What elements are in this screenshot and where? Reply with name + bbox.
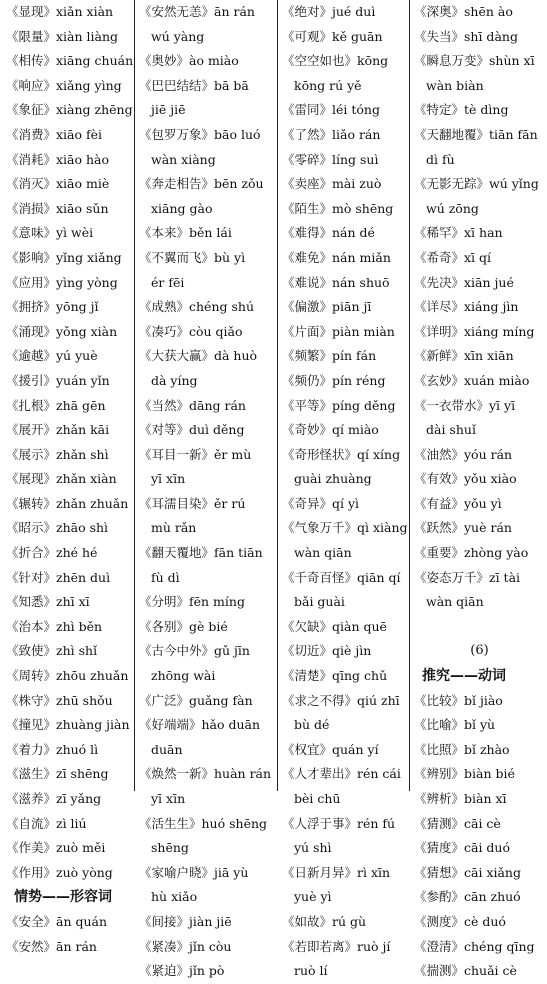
entry-continuation: hù xiǎo [151, 889, 198, 905]
entry-line: 《消损》xiāo sǔn [6, 200, 109, 216]
entry-line: 《辨析》biàn xī [414, 791, 507, 806]
entry-line: 《致使》zhì shǐ [6, 643, 98, 659]
entry-line: 《详明》xiáng míng [414, 323, 535, 339]
entry-line: 《凑巧》còu qiǎo [139, 323, 243, 339]
entry-line: 《先决》xiān jué [414, 274, 514, 290]
entry-line: 《应用》yìng yòng [6, 274, 118, 290]
entry-line: 《昭示》zhāo shì [6, 520, 109, 536]
entry-line: 《奔走相告》bēn zǒu [139, 176, 264, 192]
entry-line: 《撞见》zhuàng jiàn [6, 717, 130, 733]
section-number: (6) [470, 643, 489, 659]
entry-line: 《平等》píng děng [282, 397, 396, 413]
entry-continuation: jiē jiē [151, 102, 186, 118]
entry-line: 《大获大赢》dà huò [139, 348, 258, 364]
entry-line: 《治本》zhì běn [6, 618, 103, 634]
entry-line: 《翻天覆地》fān tiān [139, 545, 263, 561]
entry-line: 《安然》ān rán [6, 938, 97, 954]
entry-line: 《焕然一新》huàn rán [139, 766, 272, 782]
entry-line: 《频繁》pín fán [282, 348, 377, 364]
entry-line: 《对等》duì děng [139, 422, 245, 438]
entry-continuation: xiāng gào [151, 200, 213, 216]
entry-continuation: yuè yì [294, 889, 332, 905]
entry-line: 《包罗万象》bāo luó [139, 126, 261, 142]
entry-continuation: dài shuǐ [426, 422, 476, 438]
entry-line: 《展开》zhǎn kāi [6, 422, 110, 438]
entry-line: 《日新月异》rì xīn [282, 864, 391, 880]
entry-continuation: zhōng wài [151, 668, 216, 684]
entry-line: 《作用》zuò yòng [6, 864, 113, 880]
entry-line: 《参酌》cān zhuó [414, 889, 521, 905]
entry-line: 《偏激》piān jī [282, 299, 372, 315]
entry-line: 《影响》yǐng xiǎng [6, 249, 122, 265]
entry-line: 《展现》zhǎn xiàn [6, 471, 117, 487]
entry-line: 《猜度》cāi duó [414, 840, 511, 856]
entry-line: 《有效》yǒu xiào [414, 471, 517, 487]
entry-continuation: mù rǎn [151, 520, 197, 536]
entry-continuation: ér fēi [151, 274, 185, 290]
entry-continuation: wàn qiān [426, 594, 484, 610]
entry-line: 《零碎》líng suì [282, 151, 379, 167]
entry-line: 《各别》gè bié [139, 618, 228, 634]
entry-line: 《滋生》zī shēng [6, 766, 109, 782]
entry-continuation: dà yíng [151, 372, 198, 388]
entry-continuation: bèi chū [294, 791, 341, 806]
entry-line: 《人浮于事》rén fú [282, 815, 396, 831]
entry-continuation: guài zhuàng [294, 471, 372, 487]
entry-line: 《广泛》guǎng fàn [139, 692, 253, 708]
column-3 [277, 0, 409, 979]
entry-line: 《本来》běn lái [139, 225, 232, 241]
entry-line: 《逾越》yú yuè [6, 348, 98, 364]
entry-line: 《家喻户晓》jiā yù [139, 864, 249, 880]
spacer [414, 615, 545, 640]
entry-line: 《消耗》xiāo hào [6, 151, 110, 167]
entry-line: 《知悉》zhī xī [6, 594, 90, 610]
entry-line: 《希奇》xī qí [414, 249, 492, 265]
entry-line: 《奇异》qí yì [282, 495, 360, 511]
entry-line: 《奇形怪状》qí xíng [282, 446, 401, 462]
entry-line: 《无影无踪》wú yǐng [414, 176, 539, 192]
entry-line: 《油然》yóu rán [414, 446, 513, 462]
entry-line: 《跃然》yuè rán [414, 520, 512, 536]
entry-line: 《意味》yì wèi [6, 225, 94, 241]
entry-continuation: kōng rú yě [294, 77, 362, 93]
entry-line: 《自流》zì liú [6, 815, 87, 831]
entry-line: 《重要》zhòng yào [414, 545, 529, 561]
entry-line: 《若即若离》ruò jí [282, 938, 391, 954]
entry-line: 《人才辈出》rén cái [282, 766, 401, 782]
entry-line: 《着力》zhuó lì [6, 741, 99, 757]
entry-line: 《巴巴结结》bā bā [139, 77, 249, 93]
entry-line: 《滋养》zī yǎng [6, 791, 102, 806]
entry-continuation: dì fù [426, 151, 455, 167]
entry-continuation: bù dé [294, 717, 330, 733]
entry-line: 《相传》xiāng chuán [6, 53, 134, 69]
entry-line: 《千奇百怪》qiān qí [282, 569, 401, 585]
section-heading: 推究——动词 [422, 668, 506, 685]
entry-line: 《特定》tè dìng [414, 102, 509, 118]
entry-line: 《玄妙》xuán miào [414, 372, 530, 388]
entry-line: 《频仍》pín réng [282, 372, 386, 388]
entry-line: 《作美》zuò měi [6, 840, 106, 856]
section-heading: 情势——形容词 [14, 889, 112, 906]
entry-line: 《辗转》zhǎn zhuǎn [6, 495, 129, 511]
entry-line: 《可观》kě guān [282, 28, 383, 44]
entry-line: 《针对》zhēn duì [6, 569, 111, 585]
entry-line: 《耳濡目染》ěr rú [139, 495, 246, 511]
entry-line: 《比喻》bǐ yù [414, 717, 496, 733]
entry-continuation: wú zōng [426, 200, 479, 216]
entry-line: 《陌生》mò shēng [282, 200, 394, 216]
entry-line: 《消灭》xiāo miè [6, 176, 110, 192]
entry-line: 《新鲜》xīn xiān [414, 348, 514, 364]
entry-line: 《涌现》yǒng xiàn [6, 323, 118, 339]
entry-line: 《活生生》huó shēng [139, 815, 268, 831]
column-4 [409, 0, 545, 979]
entry-line: 《周转》zhōu zhuǎn [6, 668, 129, 684]
entry-line: 《空空如也》kōng [282, 53, 389, 69]
entry-line: 《清楚》qīng chǔ [282, 668, 388, 684]
entry-line: 《紧迫》jǐn pò [139, 963, 225, 979]
entry-line: 《奥妙》ào miào [139, 53, 239, 69]
entry-line: 《成熟》chéng shú [139, 299, 254, 315]
entry-line: 《片面》piàn miàn [282, 323, 395, 339]
entry-line: 《雷同》léi tóng [282, 102, 380, 118]
entry-line: 《辨别》biàn bié [414, 766, 515, 782]
entry-line: 《援引》yuán yǐn [6, 372, 110, 388]
entry-line: 《紧凑》jǐn còu [139, 938, 232, 954]
entry-line: 《株守》zhū shǒu [6, 692, 113, 708]
entry-continuation: duān [151, 741, 183, 757]
entry-line: 《折合》zhé hé [6, 545, 98, 561]
entry-line: 《难免》nán miǎn [282, 249, 391, 265]
entry-line: 《难得》nán dé [282, 225, 375, 241]
entry-continuation: shēng [151, 840, 189, 856]
entry-line: 《比较》bǐ jiào [414, 692, 503, 708]
entry-line: 《响应》xiǎng yìng [6, 77, 122, 93]
entry-line: 《切近》qiè jìn [282, 643, 372, 659]
entry-line: 《稀罕》xī han [414, 225, 503, 241]
entry-line: 《深奥》shēn ào [414, 4, 513, 19]
entry-line: 《安全》ān quán [6, 913, 108, 929]
entry-line: 《天翻地覆》tiān fān [414, 126, 538, 142]
entry-line: 《详尽》xiáng jìn [414, 299, 519, 315]
entry-line: 《澄清》chéng qīng [414, 938, 535, 954]
entry-line: 《了然》liǎo rán [282, 126, 381, 142]
entry-line: 《古今中外》gǔ jīn [139, 643, 250, 659]
entry-line: 《瞬息万变》shùn xī [414, 53, 535, 69]
column-1 [2, 0, 134, 954]
entry-line: 《消费》xiāo fèi [6, 126, 103, 142]
entry-line: 《间接》jiàn jiē [139, 913, 232, 929]
entry-line: 《猜想》cāi xiǎng [414, 864, 521, 880]
column-2 [134, 0, 277, 979]
entry-line: 《有益》yǒu yì [414, 495, 502, 511]
entry-line: 《如故》rú gù [282, 913, 367, 929]
entry-continuation: wàn qiān [294, 545, 352, 561]
entry-line: 《当然》dāng rán [139, 397, 246, 413]
entry-continuation: wàn biàn [426, 77, 484, 93]
entry-line: 《象征》xiàng zhēng [6, 102, 133, 118]
entry-continuation: yú shì [294, 840, 332, 856]
entry-line: 《扎根》zhā gēn [6, 397, 106, 413]
entry-continuation: wàn xiàng [151, 151, 216, 167]
entry-line: 《绝对》jué duì [282, 4, 376, 19]
entry-line: 《权宜》quán yí [282, 741, 379, 757]
entry-line: 《好端端》hǎo duān [139, 717, 261, 733]
entry-line: 《欠缺》qiàn quē [282, 618, 387, 634]
entry-line: 《显现》xiǎn xiàn [6, 4, 114, 19]
entry-line: 《猜测》cāi cè [414, 815, 501, 831]
entry-line: 《比照》bǐ zhào [414, 741, 510, 757]
entry-continuation: wú yàng [151, 28, 205, 44]
entry-line: 《求之不得》qiú zhī [282, 692, 400, 708]
entry-line: 《安然无恙》ān rán [139, 4, 255, 19]
entry-continuation: yī xīn [151, 791, 186, 806]
entry-line: 《分明》fēn míng [139, 594, 245, 610]
entry-line: 《不翼而飞》bù yì [139, 249, 246, 265]
entry-line: 《一衣带水》yī yī [414, 397, 516, 413]
entry-line: 《测度》cè duó [414, 913, 506, 929]
entry-continuation: yī xīn [151, 471, 186, 487]
entry-line: 《奇妙》qí miào [282, 422, 379, 438]
entry-line: 《展示》zhǎn shì [6, 446, 109, 462]
entry-continuation: bǎi guài [294, 594, 345, 610]
entry-line: 《姿态万千》zī tài [414, 569, 521, 585]
entry-line: 《卖座》mài zuò [282, 176, 382, 192]
entry-line: 《难说》nán shuō [282, 274, 390, 290]
entry-continuation: ruò lí [294, 963, 328, 979]
entry-continuation: fù dì [151, 569, 180, 585]
entry-line: 《拥挤》yōng jǐ [6, 299, 99, 315]
entry-line: 《限量》xiàn liàng [6, 28, 119, 44]
entry-line: 《失当》shī dàng [414, 28, 518, 44]
entry-line: 《耳目一新》ěr mù [139, 446, 252, 462]
entry-line: 《揣测》chuǎi cè [414, 963, 517, 979]
entry-line: 《气象万千》qì xiàng [282, 520, 408, 536]
